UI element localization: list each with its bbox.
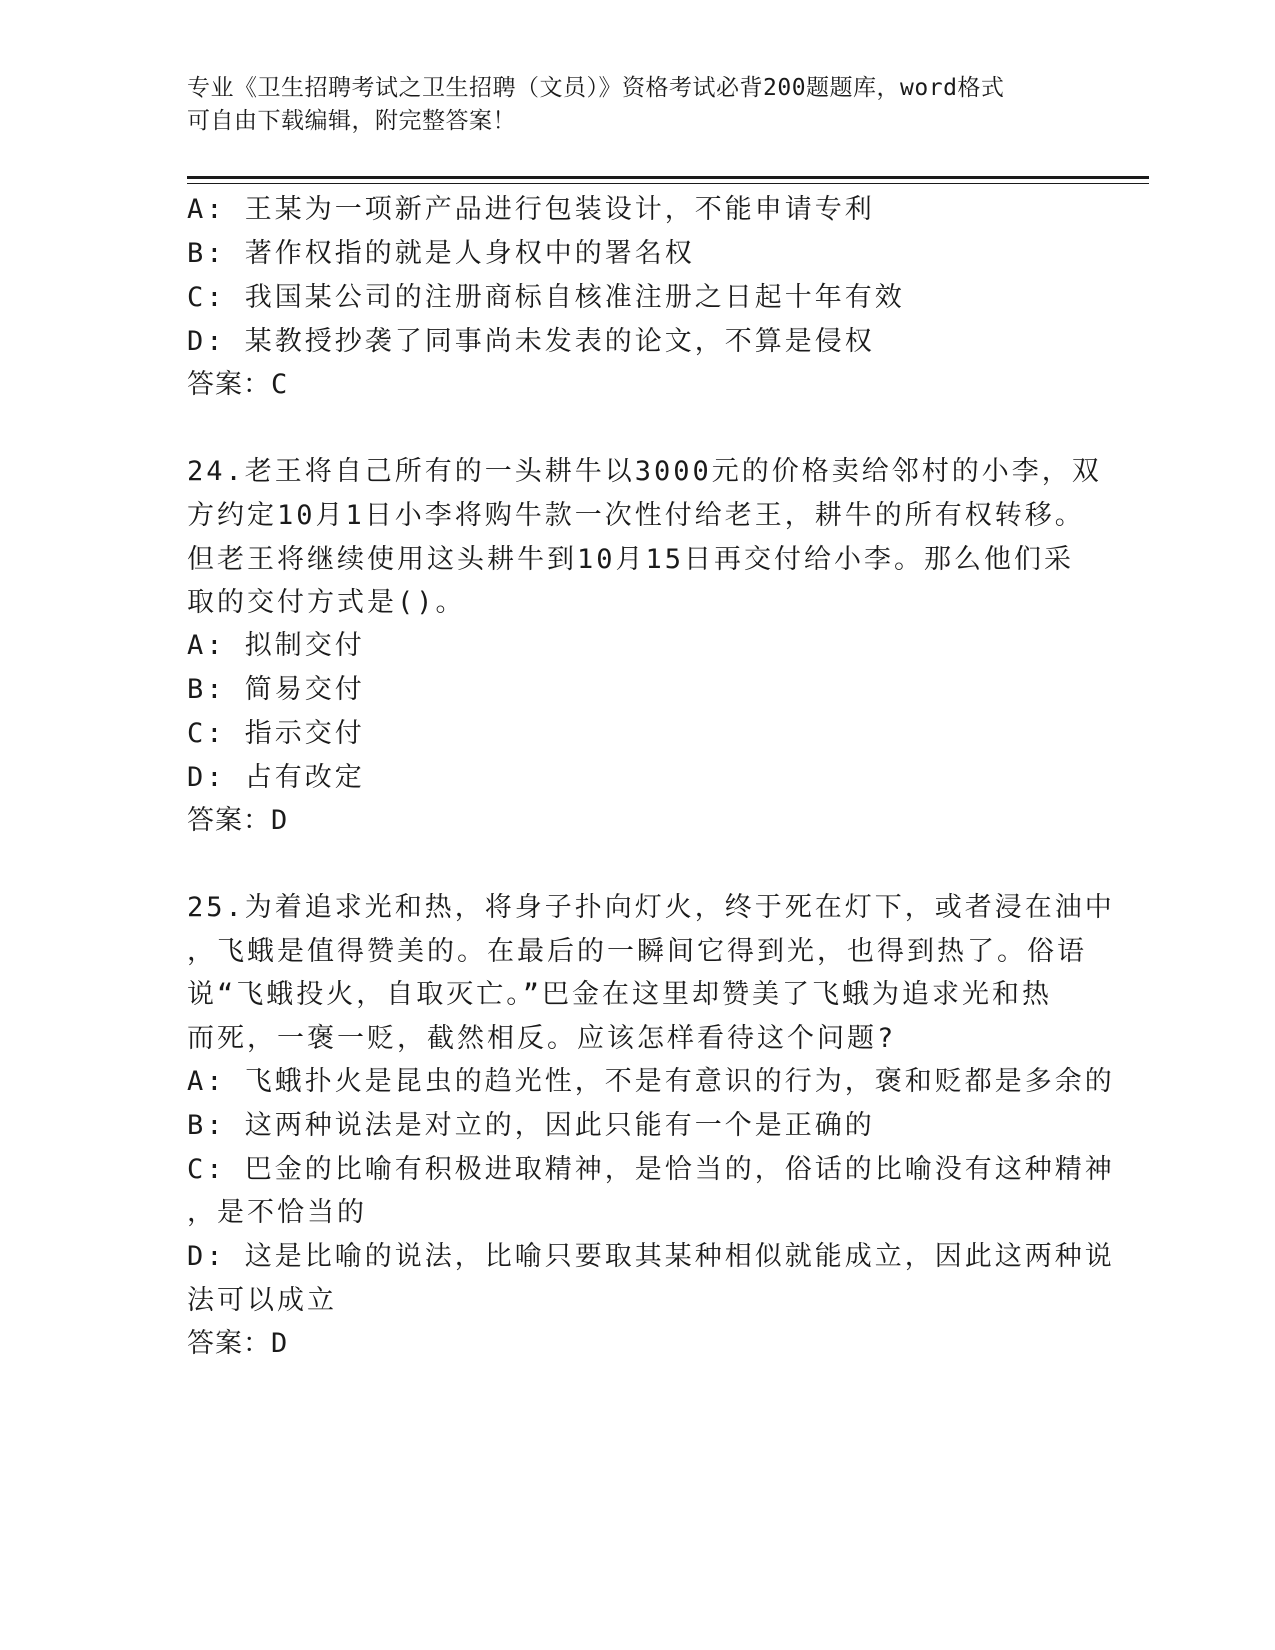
q25-answer: 答案：D	[187, 1328, 289, 1359]
q25-stem-line-2: ，飞蛾是值得赞美的。在最后的一瞬间它得到光，也得到热了。俗语	[187, 936, 1087, 967]
q24-option-a: A: 拟制交付	[187, 630, 365, 661]
q23-option-c: C: 我国某公司的注册商标自核准注册之日起十年有效	[187, 282, 905, 313]
q23-answer: 答案：C	[187, 369, 289, 400]
q24-stem-line-2: 方约定10月1日小李将购牛款一次性付给老王，耕牛的所有权转移。	[187, 500, 1085, 531]
q24-option-c: C: 指示交付	[187, 718, 365, 749]
q25-option-b: B: 这两种说法是对立的，因此只能有一个是正确的	[187, 1110, 875, 1141]
q25-option-a: A: 飞蛾扑火是昆虫的趋光性，不是有意识的行为，褒和贬都是多余的	[187, 1066, 1115, 1097]
q25-option-c-line-1: C: 巴金的比喻有积极进取精神，是恰当的，俗话的比喻没有这种精神	[187, 1154, 1115, 1185]
q25-option-d-line-1: D: 这是比喻的说法，比喻只要取其某种相似就能成立，因此这两种说	[187, 1241, 1115, 1272]
q24-option-b: B: 简易交付	[187, 674, 365, 705]
q23-option-b: B: 著作权指的就是人身权中的署名权	[187, 238, 695, 269]
q25-stem-line-1: 25.为着追求光和热，将身子扑向灯火，终于死在灯下，或者浸在油中	[187, 892, 1115, 923]
q25-option-c-line-2: ，是不恰当的	[187, 1197, 367, 1228]
header-line-1: 专业《卫生招聘考试之卫生招聘（文员）》资格考试必背200题题库，word格式	[187, 75, 1005, 101]
header-divider-thick	[187, 176, 1149, 179]
q24-stem-line-3: 但老王将继续使用这头耕牛到10月15日再交付给小李。那么他们采	[187, 544, 1075, 575]
document-header	[187, 72, 1087, 138]
q24-option-d: D: 占有改定	[187, 762, 365, 793]
header-line-2: 可自由下载编辑，附完整答案！	[187, 108, 516, 134]
q24-stem-line-1: 24.老王将自己所有的一头耕牛以3000元的价格卖给邻村的小李，双	[187, 456, 1102, 487]
q25-option-d-line-2: 法可以成立	[187, 1285, 337, 1316]
q25-stem-line-3: 说“飞蛾投火，自取灭亡。”巴金在这里却赞美了飞蛾为追求光和热	[187, 979, 1053, 1010]
q23-option-d: D: 某教授抄袭了同事尚未发表的论文，不算是侵权	[187, 326, 875, 357]
q23-option-a: A: 王某为一项新产品进行包装设计，不能申请专利	[187, 194, 875, 225]
q24-answer: 答案：D	[187, 805, 289, 836]
header-divider-thin	[187, 183, 1149, 184]
q24-stem-line-4: 取的交付方式是()。	[187, 587, 466, 618]
q25-stem-line-4: 而死，一褒一贬，截然相反。应该怎样看待这个问题?	[187, 1023, 897, 1054]
